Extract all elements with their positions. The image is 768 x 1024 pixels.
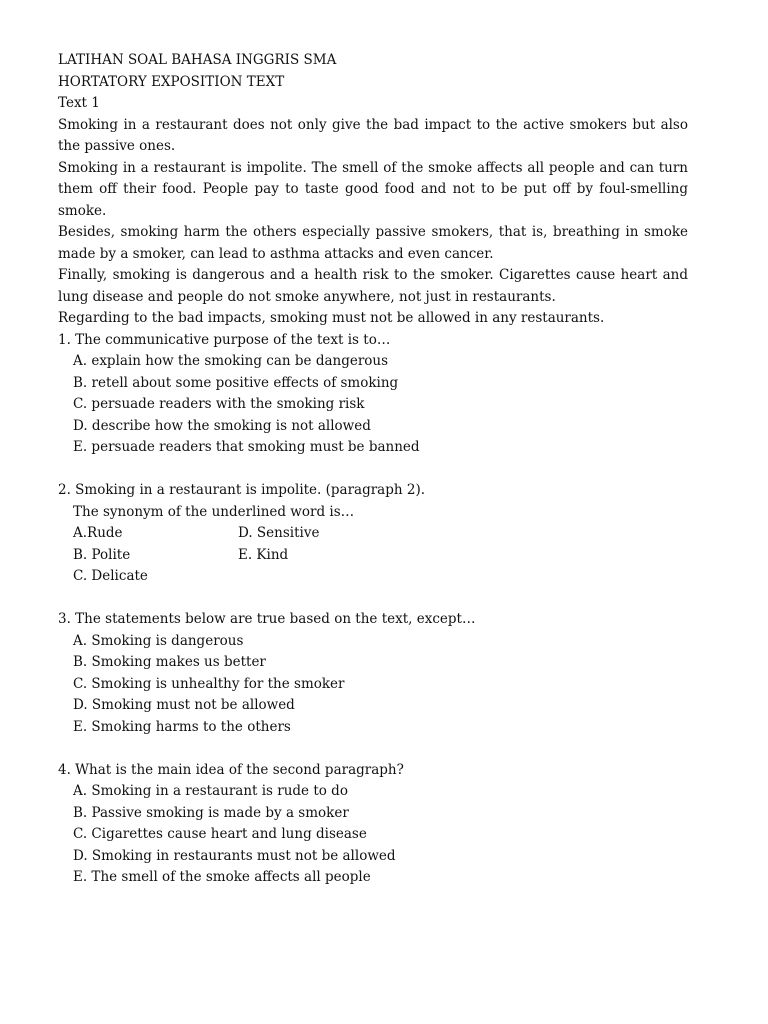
question-1-option-d: D. describe how the smoking is not allowed bbox=[73, 417, 371, 434]
passage-paragraph-2: Smoking in a restaurant is impolite. The smell of the smoke affects all people and can turn them off their food. People pay to taste good food and not to be put off by foul-smelling smoke. bbox=[58, 159, 688, 219]
question-1-option-a: A. explain how the smoking can be dangerous bbox=[73, 353, 389, 369]
document-page bbox=[58, 50, 688, 889]
passage-paragraph-5: Regarding to the bad impacts, smoking must not be allowed in any restaurants. bbox=[58, 310, 605, 326]
question-3-option-e: E. Smoking harms to the others bbox=[73, 718, 291, 735]
spacer bbox=[58, 588, 688, 610]
passage-paragraph-3: Besides, smoking harm the others especially passive smokers, that is, breathing in smoke made by a smoker, can lead to asthma attacks and even cancer. bbox=[58, 224, 688, 262]
question-1-option-c: C. persuade readers with the smoking risk bbox=[73, 396, 365, 412]
question-4 bbox=[58, 760, 688, 889]
question-2-text: 2. Smoking in a restaurant is impolite. (paragraph 2). bbox=[58, 482, 426, 498]
passage-paragraph-1: Smoking in a restaurant does not only give the bad impact to the active smokers but also the passive ones. bbox=[58, 116, 688, 154]
question-2-option-c: C. Delicate bbox=[73, 568, 148, 584]
question-3-option-d: D. Smoking must not be allowed bbox=[73, 697, 295, 713]
text-label: Text 1 bbox=[58, 95, 100, 111]
question-4-option-e: E. The smell of the smoke affects all people bbox=[73, 869, 371, 885]
question-4-text: 4. What is the main idea of the second paragraph? bbox=[58, 761, 404, 778]
question-2-subline: The synonym of the underlined word is… bbox=[73, 503, 355, 520]
question-4-option-c: C. Cigarettes cause heart and lung disease bbox=[73, 826, 367, 842]
spacer bbox=[58, 459, 688, 481]
passage-paragraph-4: Finally, smoking is dangerous and a health risk to the smoker. Cigarettes cause heart and lung disease and people do not smoke anywhere, not just in restaurants. bbox=[58, 267, 688, 305]
question-3-option-c: C. Smoking is unhealthy for the smoker bbox=[73, 675, 345, 692]
document-subtitle: HORTATORY EXPOSITION TEXT bbox=[58, 73, 285, 90]
question-2-option-b: B. Polite bbox=[73, 546, 131, 563]
spacer bbox=[58, 738, 688, 760]
question-3-options bbox=[58, 631, 688, 739]
question-1-text: 1. The communicative purpose of the text is to… bbox=[58, 331, 391, 348]
document-title: LATIHAN SOAL BAHASA INGGRIS SMA bbox=[58, 52, 337, 68]
question-3-option-b: B. Smoking makes us better bbox=[73, 654, 266, 670]
question-3-option-a: A. Smoking is dangerous bbox=[73, 632, 244, 649]
question-2-option-e: E. Kind bbox=[238, 546, 289, 563]
question-2-option-a: A.Rude bbox=[73, 525, 123, 541]
question-4-option-d: D. Smoking in restaurants must not be allowed bbox=[73, 847, 396, 864]
question-4-option-b: B. Passive smoking is made by a smoker bbox=[73, 804, 349, 821]
question-2-options bbox=[58, 523, 688, 588]
question-4-options bbox=[58, 781, 688, 889]
question-1-option-b: B. retell about some positive effects of smoking bbox=[73, 374, 399, 391]
question-3-text: 3. The statements below are true based on the text, except… bbox=[58, 611, 476, 627]
question-4-option-a: A. Smoking in a restaurant is rude to do bbox=[73, 783, 348, 799]
question-3 bbox=[58, 609, 688, 738]
question-2-option-d: D. Sensitive bbox=[238, 525, 320, 541]
question-1 bbox=[58, 330, 688, 459]
question-1-options bbox=[58, 351, 688, 459]
question-1-option-e: E. persuade readers that smoking must be banned bbox=[73, 439, 420, 455]
question-2 bbox=[58, 480, 688, 588]
